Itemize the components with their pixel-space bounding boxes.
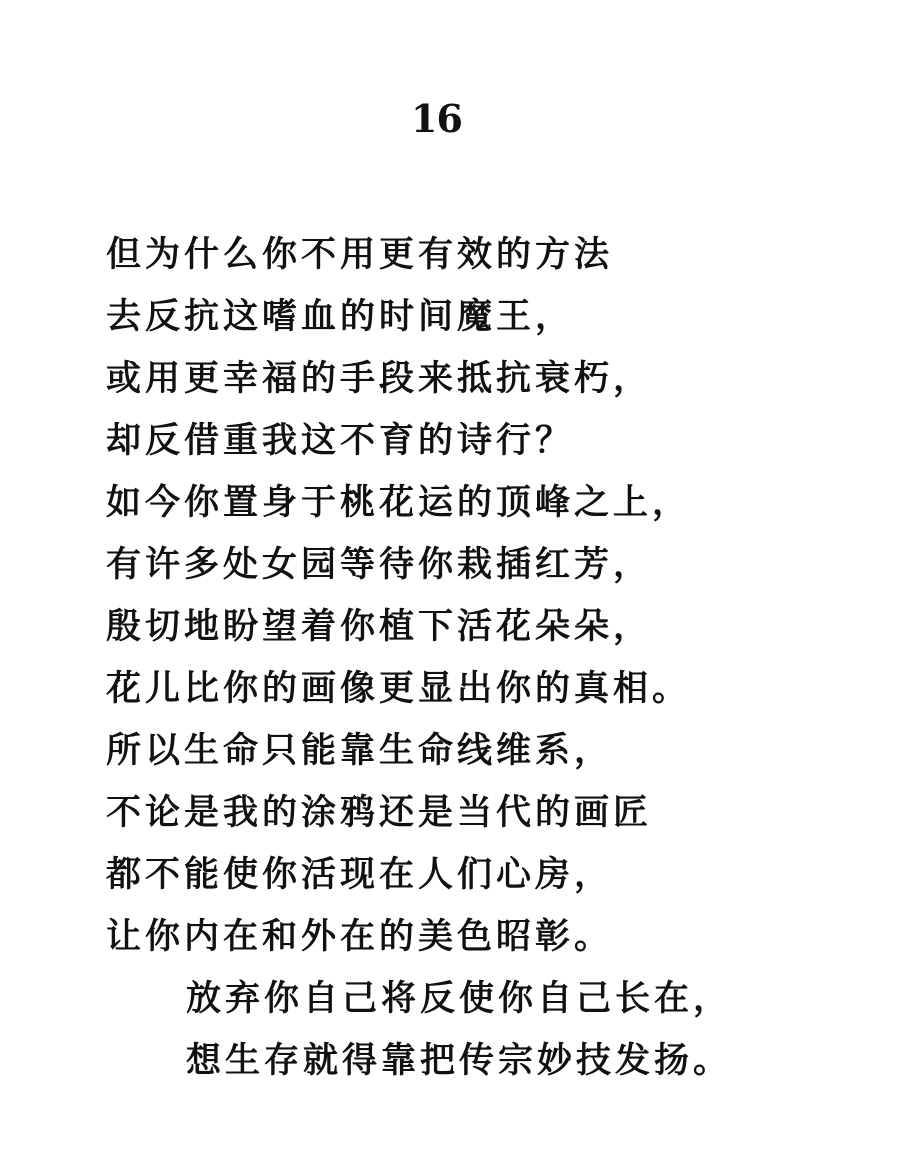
poem-line: 殷切地盼望着你植下活花朵朵，: [106, 607, 653, 647]
couplet-line: 想生存就得靠把传宗妙技发扬。: [186, 1041, 733, 1081]
couplet-line: 放弃你自己将反使你自己长在，: [186, 979, 733, 1019]
poem-line: 如今你置身于桃花运的顶峰之上，: [106, 483, 692, 523]
poem-line: 让你内在和外在的美色昭彰。: [106, 917, 614, 957]
poem-line: 花儿比你的画像更显出你的真相。: [106, 669, 692, 709]
poem-line: 去反抗这嗜血的时间魔王，: [106, 297, 575, 337]
sonnet-number: 16: [411, 96, 462, 141]
poem-line: 但为什么你不用更有效的方法: [106, 235, 614, 275]
poem-line: 不论是我的涂鸦还是当代的画匠: [106, 793, 653, 833]
poem-line: 有许多处女园等待你栽插红芳，: [106, 545, 653, 585]
poem-line: 都不能使你活现在人们心房，: [106, 855, 614, 895]
poem-line: 或用更幸福的手段来抵抗衰朽，: [106, 359, 653, 399]
poem-body: [106, 224, 886, 1092]
poem-line: 所以生命只能靠生命线维系，: [106, 731, 614, 771]
poem-line: 却反借重我这不育的诗行？: [106, 421, 575, 461]
